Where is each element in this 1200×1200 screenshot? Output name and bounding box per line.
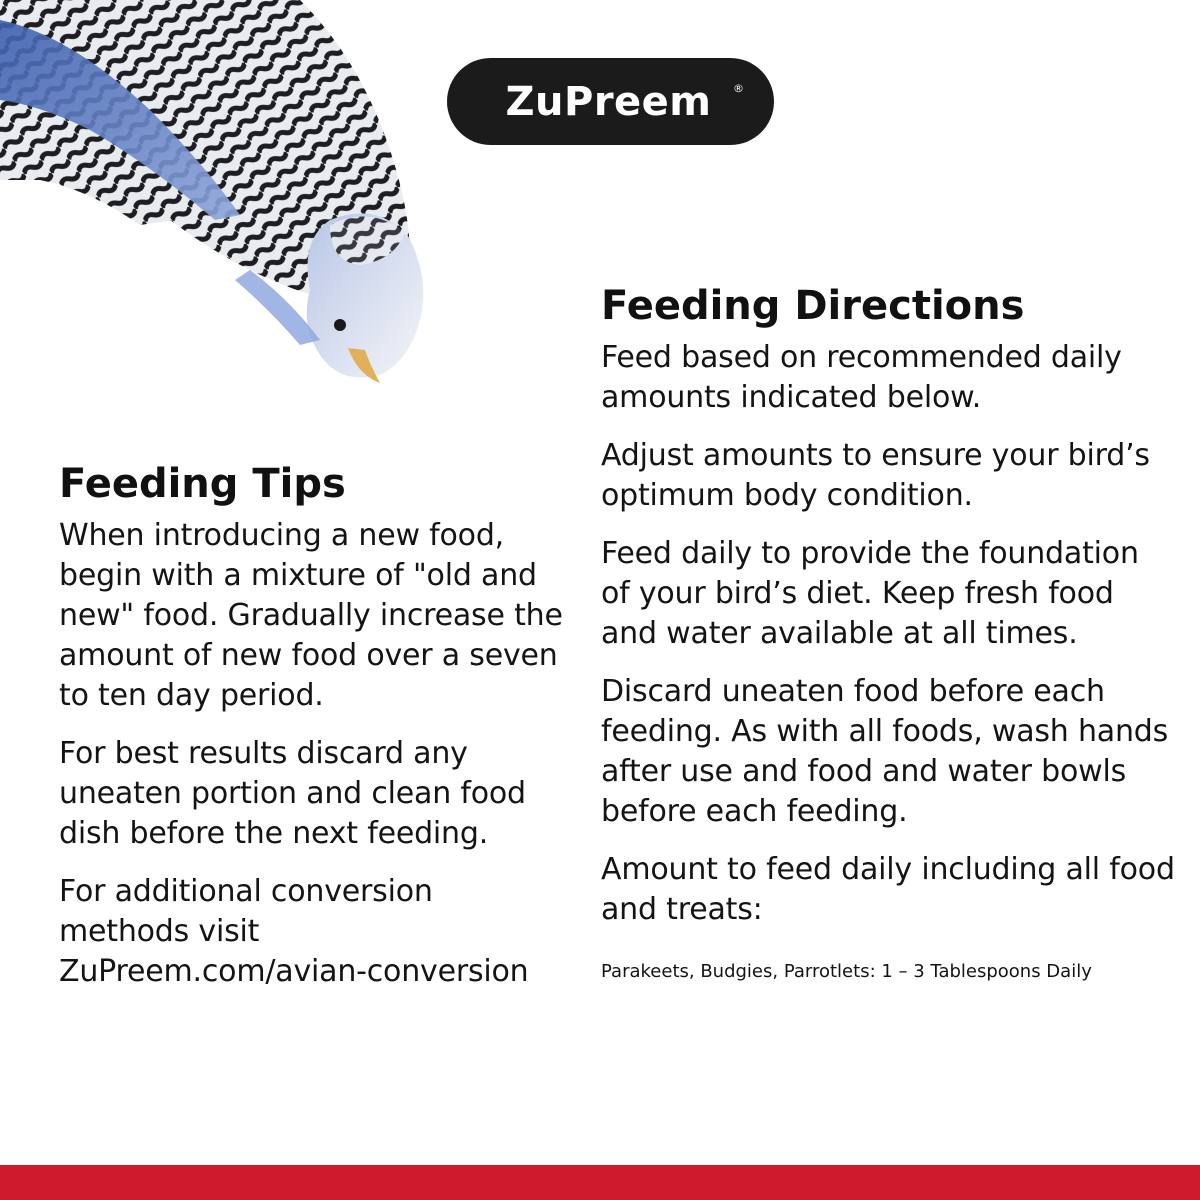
feeding-tips-section bbox=[59, 460, 569, 1010]
feeding-directions-paragraph: Adjust amounts to ensure your bird’s optimum body condition. bbox=[601, 438, 1150, 513]
feeding-directions-paragraph: Feed based on recommended daily amounts indicated below. bbox=[601, 340, 1122, 415]
logo-text: ZuPreem bbox=[505, 78, 712, 125]
feeding-directions-paragraph: Feed daily to provide the foundation of your bird’s diet. Keep fresh food and water available at all times. bbox=[601, 536, 1139, 651]
feeding-directions-paragraph: Amount to feed daily including all food and treats: bbox=[601, 852, 1175, 927]
feeding-tips-paragraph: For best results discard any uneaten portion and clean food dish before the next feeding. bbox=[59, 736, 526, 851]
feeding-directions-paragraph: Discard uneaten food before each feeding. As with all foods, wash hands after use and food and water bowls before each feeding. bbox=[601, 674, 1169, 829]
parakeet-illustration bbox=[0, 0, 440, 400]
feeding-tips-conversion-paragraph: For additional conversion methods visit ZuPreem.com/avian-conversion bbox=[59, 874, 529, 989]
zupreem-logo bbox=[447, 58, 774, 145]
feeding-directions-section bbox=[601, 282, 1176, 1002]
feeding-directions-heading: Feeding Directions bbox=[601, 283, 1025, 329]
bottom-brand-bar bbox=[0, 1165, 1200, 1200]
daily-amount-note: Parakeets, Budgies, Parrotlets: 1 – 3 Tablespoons Daily bbox=[601, 961, 1092, 982]
registered-mark: ® bbox=[733, 82, 744, 95]
feeding-tips-paragraph: When introducing a new food, begin with a mixture of "old and new" food. Gradually increase the amount of new food over a seven to ten day period. bbox=[59, 518, 563, 713]
feeding-tips-heading: Feeding Tips bbox=[59, 461, 346, 507]
